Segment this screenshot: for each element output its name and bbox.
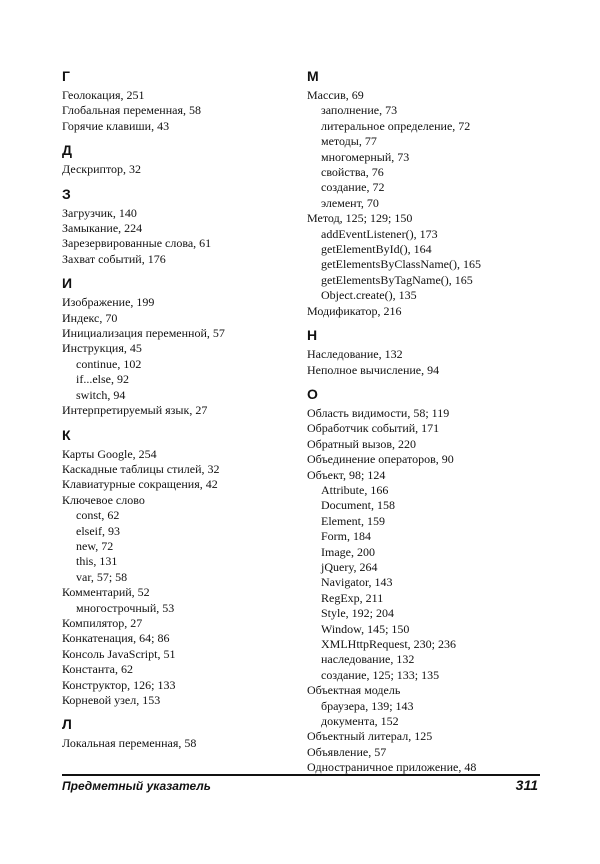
index-entry: Дескриптор, 32 (62, 162, 142, 177)
index-section (307, 386, 547, 776)
index-entry: Массив, 69 (307, 88, 364, 102)
page-number: 311 (515, 777, 538, 793)
index-subentry: if...else, 92 (76, 372, 129, 387)
index-subentry: свойства, 76 (321, 165, 384, 180)
index-entry: Обратный вызов, 220 (307, 436, 417, 451)
index-entry: Зарезервированные слова, 61 (62, 236, 212, 251)
index-subentry: getElementById(), 164 (321, 242, 432, 257)
index-subentry: new, 72 (76, 538, 114, 553)
index-entry: Изображение, 199 (62, 295, 155, 310)
index-subentry: XMLHttpRequest, 230; 236 (321, 637, 456, 651)
index-entry: Корневой узел, 153 (62, 693, 161, 707)
index-column-right (307, 68, 547, 784)
index-subentry: Object.create(), 135 (321, 288, 417, 303)
index-subentry: методы, 77 (321, 134, 377, 149)
index-entry: Инициализация переменной, 57 (62, 326, 225, 341)
index-entry: Метод, 125; 129; 150 (307, 211, 413, 226)
section-letter: Д (62, 142, 72, 159)
index-entry: Обработчик событий, 171 (307, 421, 440, 436)
index-subentry: jQuery, 264 (321, 559, 378, 574)
section-letter: М (307, 68, 319, 84)
index-entry: Объектный литерал, 125 (307, 729, 433, 744)
index-entry: Индекс, 70 (62, 310, 118, 325)
index-subentry: создание, 72 (321, 180, 385, 195)
index-subentry: заполнение, 73 (321, 103, 398, 118)
index-subentry: литеральное определение, 72 (321, 118, 471, 133)
footer-title: Предметный указатель (62, 779, 211, 793)
section-letter: Л (62, 716, 72, 733)
index-subentry: создание, 125; 133; 135 (321, 667, 440, 682)
index-subentry: addEventListener(), 173 (321, 226, 438, 241)
index-entry: Область видимости, 58; 119 (307, 405, 450, 420)
section-letter: О (307, 385, 318, 402)
index-section (62, 275, 302, 418)
index-section (62, 142, 302, 177)
index-entry: Наследование, 132 (307, 347, 403, 362)
index-subentry: Image, 200 (321, 544, 375, 559)
index-entry: Каскадные таблицы стилей, 32 (62, 461, 220, 476)
index-section (62, 186, 302, 268)
index-subentry: многомерный, 73 (321, 149, 410, 164)
index-subentry: многострочный, 53 (76, 600, 175, 615)
index-entry: Одностраничное приложение, 48 (307, 760, 477, 775)
index-subentry: Document, 158 (321, 498, 395, 513)
index-subentry: getElementsByClassName(), 165 (321, 257, 481, 272)
index-section (307, 68, 547, 319)
index-entry: Ключевое слово (62, 492, 145, 507)
index-entry: Замыкание, 224 (62, 221, 143, 236)
index-entry: Загрузчик, 140 (62, 205, 137, 220)
index-subentry: var, 57; 58 (76, 569, 128, 584)
index-entry: Компилятор, 27 (62, 615, 143, 630)
index-subentry: getElementsByTagName(), 165 (321, 272, 473, 287)
index-entry: Конструктор, 126; 133 (62, 677, 176, 692)
index-entry: Объектная модель (307, 683, 401, 698)
index-entry: Клавиатурные сокращения, 42 (62, 477, 218, 492)
index-entry: Геолокация, 251 (62, 88, 145, 102)
index-subentry: Style, 192; 204 (321, 606, 395, 621)
index-subentry: continue, 102 (76, 356, 142, 371)
index-subentry: Attribute, 166 (321, 482, 389, 497)
index-subentry: switch, 94 (76, 387, 126, 402)
index-section (307, 327, 547, 378)
section-letter: З (62, 185, 71, 202)
index-entry: Объединение операторов, 90 (307, 452, 454, 467)
index-entry: Локальная переменная, 58 (62, 736, 197, 751)
index-entry: Объект, 98; 124 (307, 467, 386, 482)
index-entry: Захват событий, 176 (62, 251, 166, 266)
index-subentry: Navigator, 143 (321, 575, 393, 590)
index-subentry: elseif, 93 (76, 523, 120, 538)
index-entry: Объявление, 57 (307, 744, 387, 759)
index-subentry: Form, 184 (321, 529, 372, 544)
index-subentry: наследование, 132 (321, 652, 415, 667)
section-letter: К (62, 426, 71, 443)
index-subentry: браузера, 139; 143 (321, 698, 414, 713)
index-entry: Горячие клавиши, 43 (62, 118, 170, 133)
footer-rule (62, 774, 540, 776)
index-entry: Конкатенация, 64; 86 (62, 631, 170, 646)
section-letter: Г (62, 68, 70, 84)
index-entry: Инструкция, 45 (62, 341, 142, 356)
index-entry: Интерпретируемый язык, 27 (62, 403, 208, 418)
index-subentry: Window, 145; 150 (321, 621, 410, 636)
index-section (62, 68, 302, 134)
index-entry: Неполное вычисление, 94 (307, 362, 440, 377)
section-letter: Н (307, 327, 318, 344)
index-section (62, 716, 302, 751)
index-section (62, 427, 302, 709)
index-subentry: Element, 159 (321, 513, 385, 528)
index-subentry: const, 62 (76, 508, 120, 523)
index-column-left (62, 68, 302, 760)
index-entry: Консоль JavaScript, 51 (62, 646, 176, 661)
index-subentry: this, 131 (76, 554, 118, 569)
index-entry: Комментарий, 52 (62, 585, 150, 600)
index-subentry: документа, 152 (321, 714, 399, 729)
index-entry: Глобальная переменная, 58 (62, 103, 201, 118)
section-letter: И (62, 275, 73, 292)
index-entry: Модификатор, 216 (307, 303, 402, 318)
index-entry: Константа, 62 (62, 662, 134, 677)
index-subentry: RegExp, 211 (321, 590, 384, 605)
index-subentry: элемент, 70 (321, 195, 379, 210)
index-entry: Карты Google, 254 (62, 446, 157, 461)
